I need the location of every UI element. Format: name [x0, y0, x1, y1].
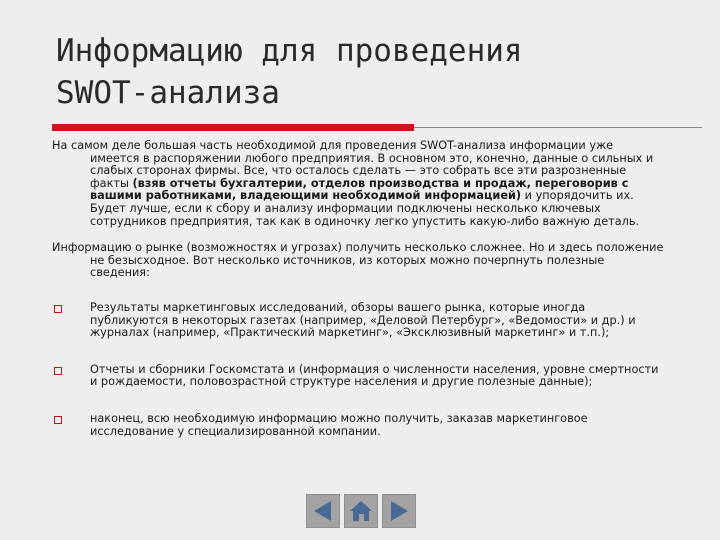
- list-item: [52, 413, 666, 438]
- slide-navigation: [306, 494, 416, 528]
- square-bullet-icon: [54, 416, 62, 424]
- slide-body: [52, 140, 666, 462]
- arrow-left-icon: [310, 498, 336, 524]
- title-underline-line: [414, 127, 702, 128]
- home-button[interactable]: [344, 494, 378, 528]
- intro-text-a: На самом деле большая часть необходимой для проведения SWOT-анализа информации уже имеется в распоряжении любого предприятия. В основном это, конечно, данные о сильных и слабых сторонах фирмы. Все, что осталось сделать — это собрать все эти разрозненные факты: [52, 139, 654, 190]
- list-item-text: наконец, всю необходимую информацию можно получить, заказав маркетинговое исследование у специализированной компании.: [90, 411, 588, 438]
- next-slide-button[interactable]: [382, 494, 416, 528]
- arrow-right-icon: [386, 498, 412, 524]
- title-underline-accent: [52, 124, 414, 131]
- list-item-text: Результаты маркетинговых исследований, обзоры вашего рынка, которые иногда публикуются в некоторых газетах (например, «Деловой Петербург», «Ведомости» и др.) и журналах (например, «Практический маркетинг», «Эксклюзивный маркетинг» и т.п.);: [90, 300, 636, 340]
- list-item: [52, 302, 666, 340]
- sources-list: [52, 302, 666, 438]
- intro-paragraph: [52, 140, 666, 228]
- list-item: [52, 364, 666, 389]
- square-bullet-icon: [54, 367, 62, 375]
- list-item-text: Отчеты и сборники Госкомстата и (информация о численности населения, уровне смертности и рождаемости, половозрастной структуре населения и другие полезные данные);: [90, 362, 659, 389]
- intro-text-b: и упорядочить их. Будет лучше, если к сбору и анализу информации подключены несколько ключевых сотрудников предприятия, так как в одиночку легко упустить какую-либо важную деталь.: [90, 189, 640, 228]
- previous-slide-button[interactable]: [306, 494, 340, 528]
- market-paragraph: Информацию о рынке (возможностях и угрозах) получить несколько сложнее. Но и здесь положение не безысходное. Вот несколько источников, из которых можно почерпнуть полезные сведения:: [52, 241, 664, 280]
- home-icon: [348, 498, 374, 524]
- square-bullet-icon: [54, 305, 62, 313]
- slide-title: [56, 30, 696, 114]
- title-line-1: Информацию для проведения: [56, 33, 523, 69]
- intro-bold-text: (взяв отчеты бухгалтерии, отделов производства и продаж, переговорив с вашими работниками, владеющими необходимой информацией): [90, 176, 629, 203]
- title-line-2: SWOT-анализа: [56, 75, 280, 111]
